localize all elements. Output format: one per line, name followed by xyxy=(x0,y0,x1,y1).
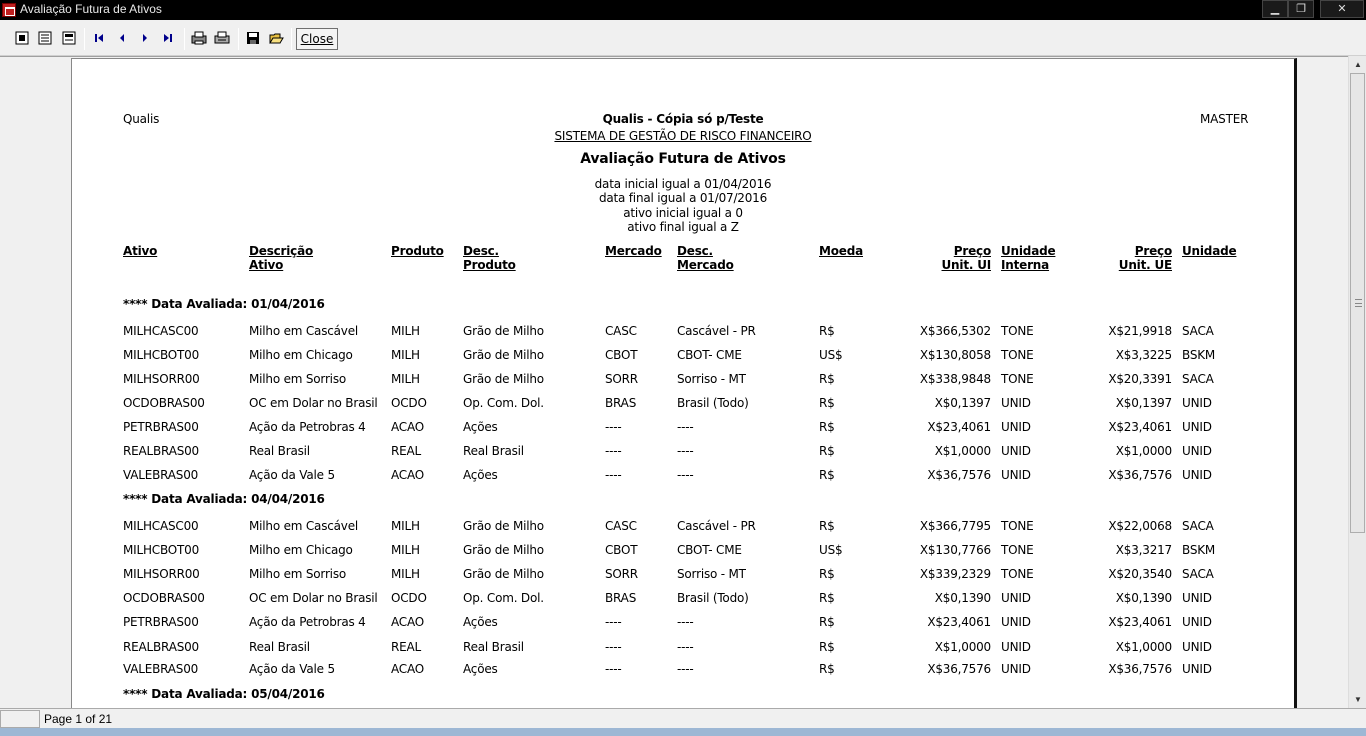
cell-unidade: BSKM xyxy=(1182,543,1216,557)
cell-mercado: CBOT xyxy=(605,348,638,362)
cell-unidade-interna: TONE xyxy=(1001,324,1034,338)
cell-ativo: OCDOBRAS00 xyxy=(123,396,205,410)
cell-desc-mercado: Sorriso - MT xyxy=(677,567,746,581)
save-icon[interactable] xyxy=(244,30,262,48)
cell-descricao: Milho em Sorriso xyxy=(249,567,347,581)
cell-unidade: UNID xyxy=(1182,396,1212,410)
cell-unidade: SACA xyxy=(1182,324,1214,338)
cell-descricao: Ação da Petrobras 4 xyxy=(249,615,366,629)
col-header-desc-mercado: Desc. Mercado xyxy=(677,244,734,272)
cell-produto: ACAO xyxy=(391,420,425,434)
cell-moeda: R$ xyxy=(819,396,835,410)
cell-preco-ue: X$3,3225 xyxy=(1115,348,1172,362)
cell-desc-mercado: ---- xyxy=(677,468,694,482)
cell-unidade: UNID xyxy=(1182,444,1212,458)
col-header-preco-ui: Preço Unit. UI xyxy=(941,244,991,272)
cell-ativo: MILHCBOT00 xyxy=(123,348,200,362)
prev-page-icon[interactable] xyxy=(113,30,131,48)
cell-produto: MILH xyxy=(391,543,420,557)
group-header: **** Data Avaliada: 01/04/2016 xyxy=(123,297,325,311)
cell-desc-produto: Ações xyxy=(463,615,498,629)
first-page-icon[interactable] xyxy=(90,30,108,48)
report-filter: data inicial igual a 01/04/2016 xyxy=(594,177,772,191)
cell-desc-produto: Grão de Milho xyxy=(463,519,544,533)
cell-ativo: MILHSORR00 xyxy=(123,372,200,386)
cell-preco-ue: X$23,4061 xyxy=(1108,420,1172,434)
cell-preco-ui: X$366,7795 xyxy=(919,519,991,533)
cell-desc-produto: Grão de Milho xyxy=(463,372,544,386)
cell-mercado: BRAS xyxy=(605,396,637,410)
cell-mercado: ---- xyxy=(605,640,622,654)
cell-mercado: SORR xyxy=(605,372,638,386)
cell-unidade-interna: UNID xyxy=(1001,444,1031,458)
print-icon[interactable] xyxy=(213,30,231,48)
cell-desc-mercado: Sorriso - MT xyxy=(677,372,746,386)
cell-desc-produto: Op. Com. Dol. xyxy=(463,396,544,410)
page-view-icon[interactable] xyxy=(13,30,31,48)
col-header-moeda: Moeda xyxy=(819,244,864,258)
col-header-ativo: Ativo xyxy=(123,244,158,258)
cell-ativo: MILHSORR00 xyxy=(123,567,200,581)
cell-desc-produto: Ações xyxy=(463,420,498,434)
cell-mercado: CBOT xyxy=(605,543,638,557)
cell-unidade: SACA xyxy=(1182,519,1214,533)
minimize-button[interactable]: ▁ xyxy=(1262,0,1288,18)
cell-mercado: ---- xyxy=(605,420,622,434)
cell-moeda: R$ xyxy=(819,372,835,386)
status-cell xyxy=(0,710,40,728)
cell-descricao: OC em Dolar no Brasil xyxy=(249,396,378,410)
cell-produto: REAL xyxy=(391,444,422,458)
cell-unidade: UNID xyxy=(1182,468,1212,482)
cell-descricao: Milho em Chicago xyxy=(249,348,353,362)
cell-unidade: UNID xyxy=(1182,640,1212,654)
col-header-preco-ue: Preço Unit. UE xyxy=(1118,244,1172,272)
cell-preco-ue: X$3,3217 xyxy=(1115,543,1172,557)
fit-page-icon[interactable] xyxy=(60,30,78,48)
cell-descricao: Milho em Cascável xyxy=(249,324,359,338)
close-window-button[interactable]: ✕ xyxy=(1320,0,1364,18)
cell-preco-ui: X$23,4061 xyxy=(927,615,991,629)
cell-preco-ue: X$1,0000 xyxy=(1115,640,1172,654)
cell-descricao: Real Brasil xyxy=(249,444,310,458)
cell-preco-ui: X$23,4061 xyxy=(927,420,991,434)
cell-produto: OCDO xyxy=(391,396,427,410)
cell-moeda: R$ xyxy=(819,567,835,581)
cell-descricao: Milho em Cascável xyxy=(249,519,359,533)
report-page xyxy=(71,58,1297,708)
group-header: **** Data Avaliada: 05/04/2016 xyxy=(123,687,325,701)
report-filter: data final igual a 01/07/2016 xyxy=(598,191,768,205)
cell-mercado: ---- xyxy=(605,662,622,676)
maximize-button[interactable]: ❐ xyxy=(1288,0,1314,18)
col-header-unidade-interna: Unidade Interna xyxy=(1001,244,1056,272)
cell-ativo: PETRBRAS00 xyxy=(123,420,199,434)
cell-desc-produto: Real Brasil xyxy=(463,640,524,654)
cell-unidade-interna: TONE xyxy=(1001,519,1034,533)
cell-preco-ue: X$20,3391 xyxy=(1108,372,1172,386)
cell-produto: ACAO xyxy=(391,615,425,629)
cell-ativo: MILHCASC00 xyxy=(123,324,199,338)
cell-preco-ue: X$20,3540 xyxy=(1108,567,1172,581)
cell-preco-ui: X$130,8058 xyxy=(919,348,991,362)
group-header: **** Data Avaliada: 04/04/2016 xyxy=(123,492,325,506)
cell-preco-ue: X$0,1397 xyxy=(1115,396,1172,410)
cell-moeda: R$ xyxy=(819,662,835,676)
cell-moeda: R$ xyxy=(819,615,835,629)
cell-produto: ACAO xyxy=(391,662,425,676)
cell-desc-produto: Op. Com. Dol. xyxy=(463,591,544,605)
report-right-header: MASTER xyxy=(1200,112,1249,126)
cell-preco-ue: X$23,4061 xyxy=(1108,615,1172,629)
cell-preco-ue: X$36,7576 xyxy=(1108,662,1172,676)
cell-desc-mercado: ---- xyxy=(677,444,694,458)
cell-unidade: SACA xyxy=(1182,567,1214,581)
cell-unidade-interna: UNID xyxy=(1001,591,1031,605)
cell-desc-produto: Real Brasil xyxy=(463,444,524,458)
cell-unidade: BSKM xyxy=(1182,348,1216,362)
cell-unidade-interna: UNID xyxy=(1001,662,1031,676)
cell-preco-ue: X$21,9918 xyxy=(1108,324,1172,338)
cell-moeda: US$ xyxy=(819,543,843,557)
cell-preco-ue: X$22,0068 xyxy=(1108,519,1172,533)
page-info: Page 1 of 21 xyxy=(44,712,113,726)
cell-moeda: R$ xyxy=(819,519,835,533)
cell-descricao: Milho em Sorriso xyxy=(249,372,347,386)
cell-moeda: R$ xyxy=(819,640,835,654)
report-title-2: SISTEMA DE GESTÃO DE RISCO FINANCEIRO xyxy=(554,129,812,143)
cell-desc-mercado: Cascável - PR xyxy=(677,324,756,338)
cell-mercado: ---- xyxy=(605,468,622,482)
cell-mercado: CASC xyxy=(605,519,637,533)
cell-desc-mercado: Cascável - PR xyxy=(677,519,756,533)
cell-desc-mercado: ---- xyxy=(677,662,694,676)
cell-descricao: Milho em Chicago xyxy=(249,543,353,557)
print-setup-icon[interactable] xyxy=(190,30,208,48)
cell-unidade: UNID xyxy=(1182,615,1212,629)
col-header-descricao: Descrição Ativo xyxy=(249,244,314,272)
cell-preco-ui: X$1,0000 xyxy=(934,640,991,654)
col-header-produto: Produto xyxy=(391,244,444,258)
cell-ativo: OCDOBRAS00 xyxy=(123,591,205,605)
cell-ativo: REALBRAS00 xyxy=(123,444,199,458)
toolbar-separator xyxy=(238,28,239,50)
cell-ativo: PETRBRAS00 xyxy=(123,615,199,629)
cell-desc-mercado: Brasil (Todo) xyxy=(677,396,749,410)
vertical-scrollbar[interactable] xyxy=(1348,56,1366,708)
cell-desc-produto: Ações xyxy=(463,468,498,482)
cell-produto: MILH xyxy=(391,372,420,386)
cell-preco-ui: X$0,1390 xyxy=(934,591,991,605)
scroll-thumb[interactable] xyxy=(1350,73,1365,533)
cell-unidade-interna: TONE xyxy=(1001,567,1034,581)
cell-unidade-interna: UNID xyxy=(1001,640,1031,654)
cell-moeda: R$ xyxy=(819,420,835,434)
close-button[interactable]: Close xyxy=(296,28,338,50)
cell-unidade: UNID xyxy=(1182,591,1212,605)
cell-produto: MILH xyxy=(391,324,420,338)
cell-desc-produto: Ações xyxy=(463,662,498,676)
next-page-icon[interactable] xyxy=(136,30,154,48)
cell-ativo: VALEBRAS00 xyxy=(123,662,199,676)
col-header-unidade: Unidade xyxy=(1182,244,1237,258)
cell-descricao: Ação da Vale 5 xyxy=(249,662,335,676)
last-page-icon[interactable] xyxy=(159,30,177,48)
cell-moeda: R$ xyxy=(819,444,835,458)
cell-descricao: Real Brasil xyxy=(249,640,310,654)
cell-unidade-interna: TONE xyxy=(1001,543,1034,557)
cell-desc-mercado: Brasil (Todo) xyxy=(677,591,749,605)
col-header-desc-produto: Desc. Produto xyxy=(463,244,516,272)
cell-desc-mercado: ---- xyxy=(677,640,694,654)
cell-preco-ui: X$1,0000 xyxy=(934,444,991,458)
cell-moeda: R$ xyxy=(819,324,835,338)
report-viewport xyxy=(0,56,1348,708)
taskbar xyxy=(0,728,1366,736)
cell-descricao: Ação da Petrobras 4 xyxy=(249,420,366,434)
cell-unidade-interna: UNID xyxy=(1001,396,1031,410)
report-filter: ativo inicial igual a 0 xyxy=(623,206,743,220)
cell-desc-mercado: ---- xyxy=(677,420,694,434)
scroll-down-icon[interactable]: ▼ xyxy=(1354,695,1362,704)
window-title: Avaliação Futura de Ativos xyxy=(20,2,162,16)
cell-unidade-interna: TONE xyxy=(1001,372,1034,386)
toolbar xyxy=(0,20,1366,56)
cell-produto: MILH xyxy=(391,519,420,533)
cell-mercado: ---- xyxy=(605,444,622,458)
cell-preco-ui: X$36,7576 xyxy=(927,468,991,482)
scroll-up-icon[interactable]: ▲ xyxy=(1354,60,1362,69)
status-bar xyxy=(0,708,1366,728)
cell-preco-ue: X$36,7576 xyxy=(1108,468,1172,482)
toolbar-separator xyxy=(184,28,185,50)
cell-desc-mercado: CBOT- CME xyxy=(677,543,742,557)
cell-desc-produto: Grão de Milho xyxy=(463,348,544,362)
cell-desc-produto: Grão de Milho xyxy=(463,567,544,581)
cell-moeda: R$ xyxy=(819,468,835,482)
toolbar-separator xyxy=(291,28,292,50)
report-filter: ativo final igual a Z xyxy=(627,220,739,234)
cell-mercado: SORR xyxy=(605,567,638,581)
report-left-header: Qualis xyxy=(123,112,160,126)
cell-preco-ui: X$338,9848 xyxy=(919,372,991,386)
open-icon[interactable] xyxy=(267,30,285,48)
cell-preco-ui: X$339,2329 xyxy=(919,567,991,581)
cell-produto: MILH xyxy=(391,567,420,581)
cell-preco-ui: X$0,1397 xyxy=(934,396,991,410)
cell-preco-ue: X$1,0000 xyxy=(1115,444,1172,458)
cell-ativo: MILHCASC00 xyxy=(123,519,199,533)
report-title-1: Qualis - Cópia só p/Teste xyxy=(602,112,764,126)
cell-produto: OCDO xyxy=(391,591,427,605)
cell-unidade: UNID xyxy=(1182,662,1212,676)
cell-mercado: BRAS xyxy=(605,591,637,605)
cell-preco-ue: X$0,1390 xyxy=(1115,591,1172,605)
list-view-icon[interactable] xyxy=(36,30,54,48)
cell-unidade-interna: UNID xyxy=(1001,420,1031,434)
cell-mercado: CASC xyxy=(605,324,637,338)
cell-unidade: UNID xyxy=(1182,420,1212,434)
cell-unidade-interna: TONE xyxy=(1001,348,1034,362)
report-title-3: Avaliação Futura de Ativos xyxy=(580,151,786,167)
title-bar xyxy=(0,0,1366,20)
cell-unidade-interna: UNID xyxy=(1001,615,1031,629)
cell-unidade: SACA xyxy=(1182,372,1214,386)
cell-desc-produto: Grão de Milho xyxy=(463,543,544,557)
cell-preco-ui: X$366,5302 xyxy=(919,324,991,338)
cell-desc-mercado: CBOT- CME xyxy=(677,348,742,362)
cell-moeda: R$ xyxy=(819,591,835,605)
cell-ativo: VALEBRAS00 xyxy=(123,468,199,482)
cell-mercado: ---- xyxy=(605,615,622,629)
cell-desc-produto: Grão de Milho xyxy=(463,324,544,338)
cell-descricao: Ação da Vale 5 xyxy=(249,468,335,482)
cell-descricao: OC em Dolar no Brasil xyxy=(249,591,378,605)
toolbar-separator xyxy=(84,28,85,50)
col-header-mercado: Mercado xyxy=(605,244,662,258)
cell-produto: ACAO xyxy=(391,468,425,482)
cell-preco-ui: X$36,7576 xyxy=(927,662,991,676)
cell-ativo: REALBRAS00 xyxy=(123,640,199,654)
cell-produto: REAL xyxy=(391,640,422,654)
cell-produto: MILH xyxy=(391,348,420,362)
app-icon[interactable] xyxy=(2,3,16,17)
cell-ativo: MILHCBOT00 xyxy=(123,543,200,557)
cell-moeda: US$ xyxy=(819,348,843,362)
cell-preco-ui: X$130,7766 xyxy=(919,543,991,557)
cell-unidade-interna: UNID xyxy=(1001,468,1031,482)
cell-desc-mercado: ---- xyxy=(677,615,694,629)
